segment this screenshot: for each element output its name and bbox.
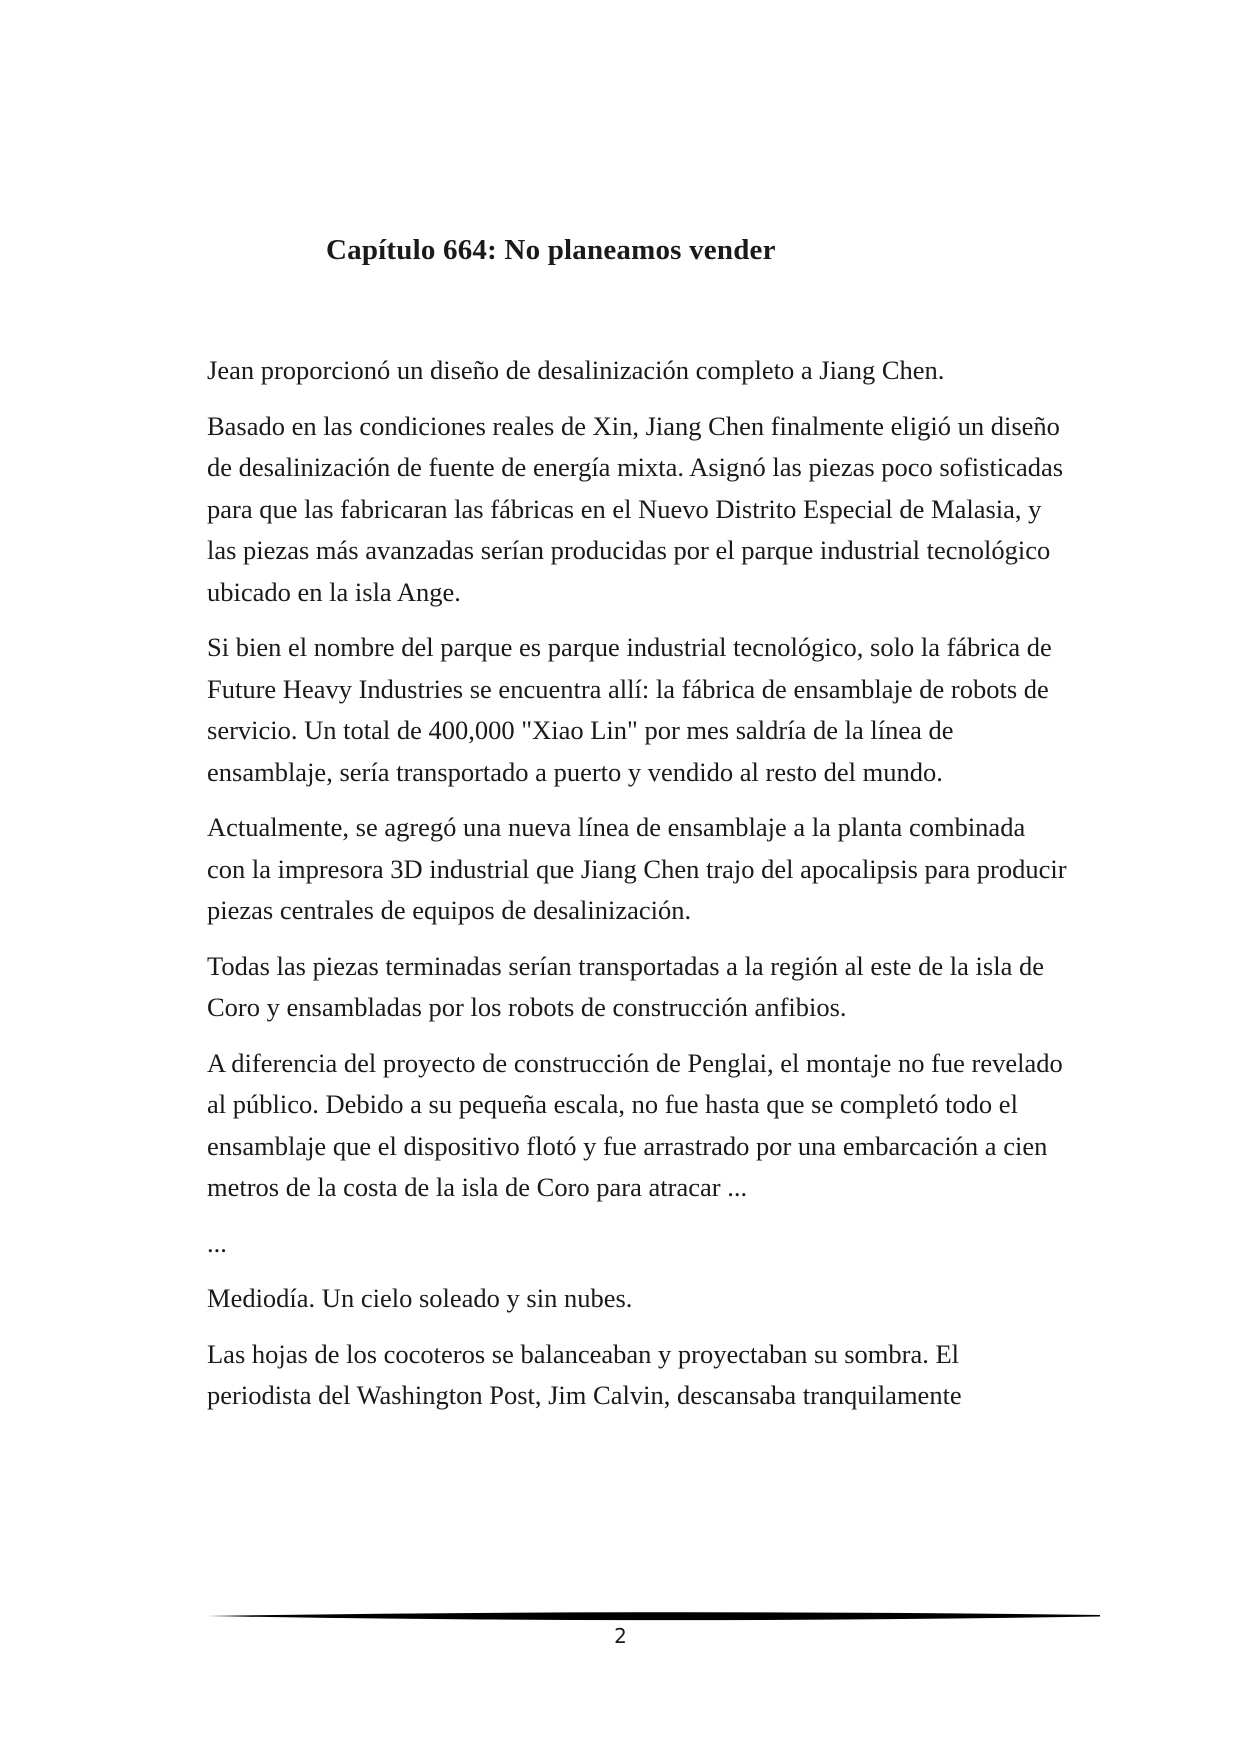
paragraph: Si bien el nombre del parque es parque industrial tecnológico, solo la fábrica de Future Heavy Industries se encuentra allí: la fábrica de ensamblaje de robots de servicio. Un total de 400,000 "Xiao Lin" por mes saldría de la línea de ensamblaje, sería transportado a puerto y vendido al resto del mundo. <box>207 632 1052 787</box>
scene-break: ... <box>207 1227 227 1258</box>
chapter-title: Capítulo 664: No planeamos vender <box>326 234 776 266</box>
paragraph: Basado en las condiciones reales de Xin, Jiang Chen finalmente eligió un diseño de desalinización de fuente de energía mixta. Asignó las piezas poco sofisticadas para que las fabricaran las fábricas en el Nuevo Distrito Especial de Malasia, y las piezas más avanzadas serían producidas por el parque industrial tecnológico ubicado en la isla Ange. <box>207 410 1064 607</box>
paragraph: Jean proporcionó un diseño de desalinización completo a Jiang Chen. <box>207 355 945 385</box>
paragraph: Mediodía. Un cielo soleado y sin nubes. <box>207 1283 633 1313</box>
paragraph: Todas las piezas terminadas serían transportadas a la región al este de la isla de Coro y ensambladas por los robots de construcción anfibios. <box>207 950 1044 1022</box>
footer-divider <box>207 1610 1100 1622</box>
paragraph: Las hojas de los cocoteros se balanceaban y proyectaban su sombra. El periodista del Washington Post, Jim Calvin, descansaba tranquilamente <box>207 1338 962 1410</box>
chapter-body <box>207 350 1067 1431</box>
paragraph: Actualmente, se agregó una nueva línea de ensamblaje a la planta combinada con la impresora 3D industrial que Jiang Chen trajo del apocalipsis para producir piezas centrales de equipos de desalinización. <box>207 812 1067 925</box>
page-number: 2 <box>614 1624 627 1648</box>
paragraph: A diferencia del proyecto de construcción de Penglai, el montaje no fue revelado al público. Debido a su pequeña escala, no fue hasta que se completó todo el ensamblaje que el dispositivo flotó y fue arrastrado por una embarcación a cien metros de la costa de la isla de Coro para atracar ... <box>207 1047 1063 1202</box>
